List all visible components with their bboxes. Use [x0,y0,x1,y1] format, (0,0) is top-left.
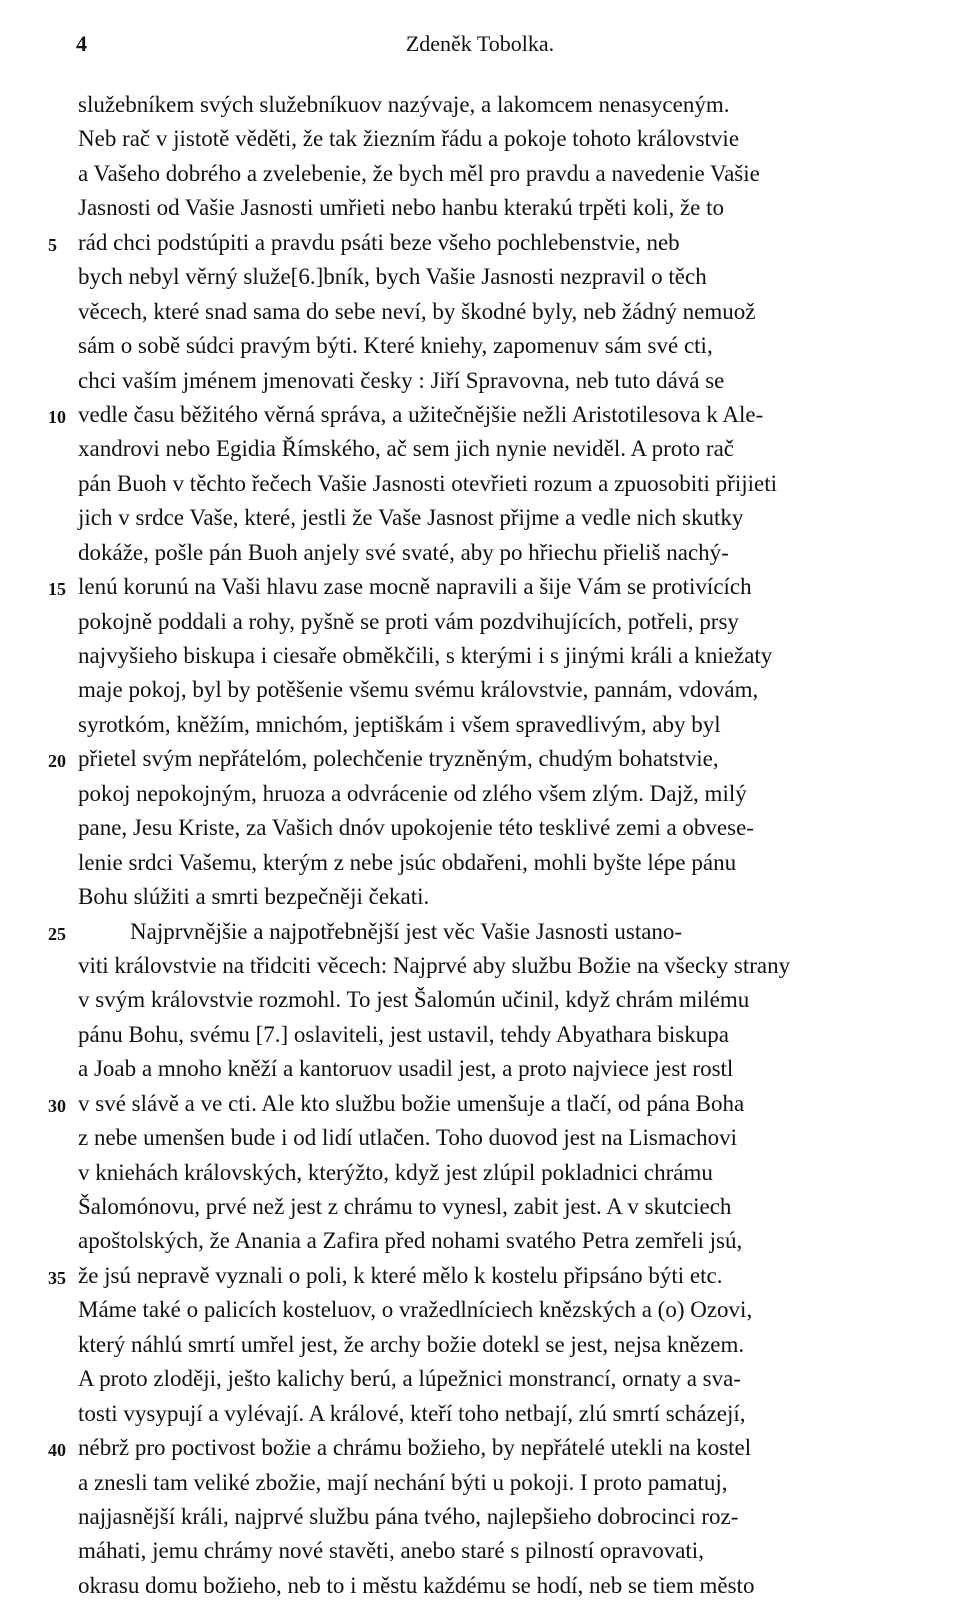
text-line [78,1500,890,1534]
line-text: pokoj nepokojným, hruoza a odvrácenie od zlého všem zlým. Dajž, milý [78,780,747,806]
text-line [48,742,890,776]
line-text: že jsú nepravě vyznali o poli, k které mělo k kostelu připsáno býti etc. [78,1262,723,1288]
text-line [78,1293,890,1327]
line-text: máhati, jemu chrámy nové stavěti, anebo staré s pilností opravovati, [78,1538,704,1564]
line-text: v své slávě a ve cti. Ale kto službu božie umenšuje a tlačí, od pána Boha [78,1090,745,1116]
line-text: přietel svým nepřátelóm, polechčenie tryzněným, chudým bohatstvie, [78,746,719,772]
text-line [78,605,890,639]
text-line [78,1190,890,1224]
text-line [78,1534,890,1568]
text-line [78,1018,890,1052]
text-line [48,1259,890,1293]
line-text: maje pokoj, byl by potěšenie všemu svému královstvie, pannám, vdovám, [78,677,759,703]
line-text: pán Buoh v těchto řečech Vašie Jasnosti otevřieti rozum a zpuosobiti přijieti [78,470,777,496]
text-line [78,846,890,880]
body-text [48,88,890,1603]
text-line [48,398,890,432]
text-line [48,226,890,260]
line-text: rád chci podstúpiti a pravdu psáti beze všeho pochlebenstvie, neb [78,229,680,255]
line-text: syrotkóm, kněžím, mnichóm, jeptiškám i všem spravedlivým, aby byl [78,711,721,737]
text-line [78,467,890,501]
text-line [78,329,890,363]
line-text: vedle času běžitého věrná správa, a užitečnějšie nežli Aristotilesova k Ale- [78,401,764,427]
line-number: 5 [48,234,57,255]
text-line [78,157,890,191]
line-text: tosti vysypují a vylévají. A králové, kteří toho netbají, zlú smrtí scházejí, [78,1400,746,1426]
line-text: chci vaším jménem jmenovati česky : Jiří Spravovna, neb tuto dává se [78,367,725,393]
text-line [78,777,890,811]
line-text: apoštolských, že Anania a Zafira před nohami svatého Petra zemřeli jsú, [78,1228,743,1254]
text-line [78,122,890,156]
line-text: který náhlú smrtí umřel jest, že archy božie dotekl se jest, nejsa knězem. [78,1331,745,1357]
text-line [48,570,890,604]
text-line [78,1224,890,1258]
text-line [78,432,890,466]
text-line [78,364,890,398]
line-number: 30 [48,1095,66,1116]
line-text: věcech, které snad sama do sebe neví, by škodné byly, neb žádný nemuož [78,298,756,324]
line-text: jich v srdce Vaše, které, jestli že Vaše Jasnost přijme a vedle nich skutky [78,505,744,531]
line-text: bych nebyl věrný služe[6.]bník, bych Vašie Jasnosti nezpravil o těch [78,264,707,290]
line-text: služebníkem svých služebníkuov nazývaje, a lakomcem nenasyceným. [78,92,730,117]
text-line [78,1052,890,1086]
line-text: Bohu slúžiti a smrti bezpečněji čekati. [78,884,430,910]
text-line [78,260,890,294]
line-text: nébrž pro poctivost božie a chrámu božieho, by nepřátelé utekli na kostel [78,1435,752,1461]
text-line [48,915,890,949]
line-text: a Joab a mnoho kněží a kantoruov usadil jest, a proto najviece jest rostl [78,1056,734,1082]
line-text: dokáže, pošle pán Buoh anjely své svaté, aby po hřiechu přieliš nachý- [78,539,729,565]
line-text: pánu Bohu, svému [7.] oslaviteli, jest ustavil, tehdy Abyathara biskupa [78,1021,729,1047]
text-line [78,1466,890,1500]
running-title: Zdeněk Tobolka. [405,31,555,56]
text-line [78,501,890,535]
text-line [78,708,890,742]
line-text: Neb rač v jistotě věděti, že tak žiezním řádu a pokoje tohoto královstvie [78,126,740,152]
text-line [78,295,890,329]
line-number: 35 [48,1267,66,1288]
text-line [78,1362,890,1396]
line-text: A proto zloději, ješto kalichy berú, a lúpežnici monstrancí, ornaty a sva- [78,1366,741,1392]
line-text: Jasnosti od Vašie Jasnosti umřieti nebo hanbu kterakú trpěti koli, že to [78,195,725,221]
text-line [78,536,890,570]
line-text: sám o sobě súdci pravým býti. Které kniehy, zapomenuv sám své cti, [78,333,713,359]
line-text: a Vašeho dobrého a zvelebenie, že bych měl pro pravdu a navedenie Vašie [78,160,760,186]
text-line [78,88,890,122]
line-text: Máme také o palicích kosteluov, o vražedlníciech knězských a (o) Ozovi, [78,1297,753,1323]
line-text: pane, Jesu Kriste, za Vašich dnóv upokojenie této tesklivé zemi a obvese- [78,815,754,841]
line-number: 40 [48,1440,66,1461]
text-line [48,1087,890,1121]
text-line [48,1431,890,1465]
text-line [78,880,890,914]
text-line [78,1121,890,1155]
line-text: lenú korunú na Vaši hlavu zase mocně napravili a šije Vám se protivících [78,574,752,600]
line-text: pokojně poddali a rohy, pyšně se proti vám pozdvihujících, potřeli, prsy [78,608,739,634]
line-text: viti královstvie na třidciti věcech: Najprvé aby službu Božie na všecky strany [78,952,791,978]
line-text: lenie srdci Vašemu, kterým z nebe jsúc obdařeni, mohli byšte lépe pánu [78,849,737,875]
line-text: najjasnější králi, najprvé službu pána tvého, najlepšieho dobrocinci roz- [78,1503,739,1529]
text-line [78,811,890,845]
line-number: 25 [48,923,66,944]
page-number: 4 [76,31,87,56]
text-line [78,1397,890,1431]
text-line [78,1328,890,1362]
line-text: z nebe umenšen bude i od lidí utlačen. Toho duovod jest na Lismachovi [78,1125,738,1151]
line-text: v kniehách královských, kterýžto, když jest zlúpil pokladnici chrámu [78,1159,713,1185]
line-text: Najprvnějšie a najpotřebnější jest věc Vašie Jasnosti ustano- [130,918,683,944]
text-line [78,983,890,1017]
line-text: najvyšieho biskupa i ciesaře obměkčili, s kterými i s jinými králi a kniežaty [78,643,773,668]
text-line [78,1156,890,1190]
line-text: Šalomónovu, prvé než jest z chrámu to vynesl, zabit jest. A v skutciech [78,1194,732,1219]
text-line [78,191,890,225]
line-text: a znesli tam veliké zbožie, mají nechání býti u pokoji. I proto pamatuj, [78,1469,728,1495]
text-line [78,673,890,707]
line-number: 15 [48,579,66,600]
text-line [78,639,890,673]
text-line [78,949,890,983]
line-number: 20 [48,751,66,772]
text-line [78,1569,890,1603]
line-text: xandrovi nebo Egidia Římského, ač sem jich nynie neviděl. A proto rač [78,436,734,462]
line-text: okrasu domu božieho, neb to i městu každému se hodí, neb se tiem město [78,1572,755,1598]
line-text: v svým královstvie rozmohl. To jest Šalomún učinil, když chrám milému [78,987,750,1013]
line-number: 10 [48,406,66,427]
